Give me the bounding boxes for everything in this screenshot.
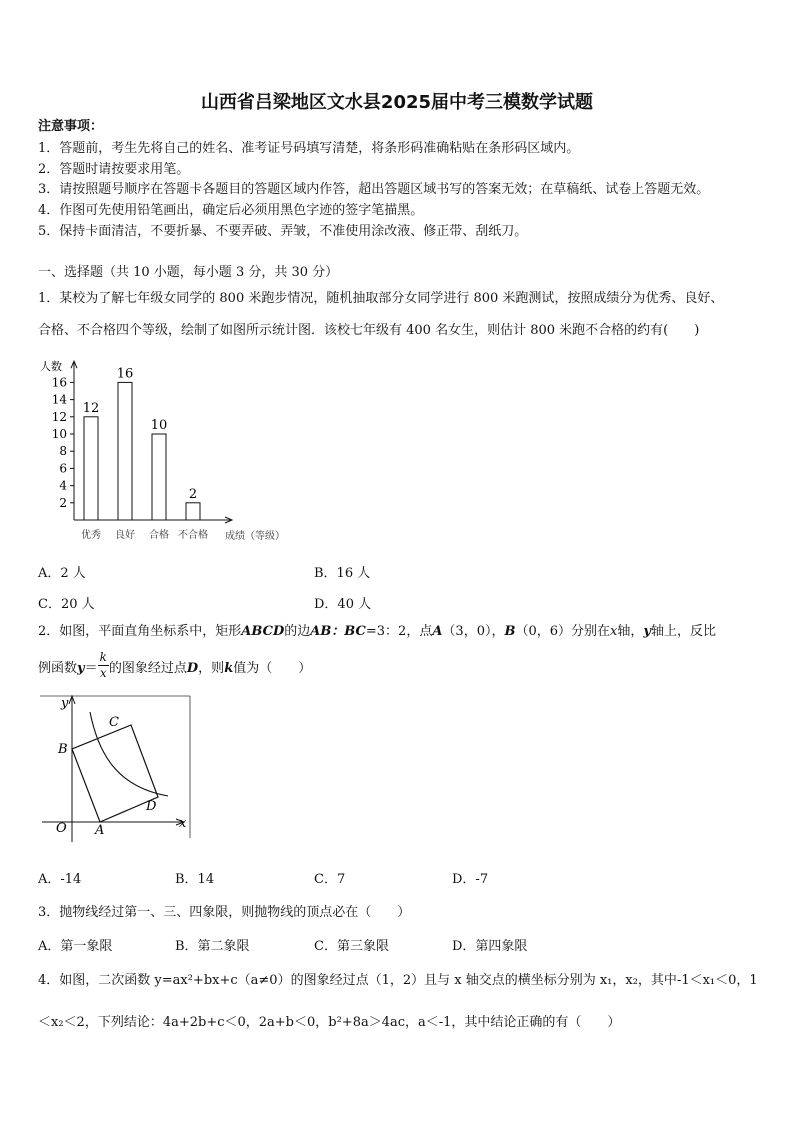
- q1-text-line2: 合格、不合格四个等级，绘制了如图所示统计图．该校七年级有 400 名女生，则估计 800 米跑不合格的约有( ): [38, 323, 700, 338]
- q4-text-line1: 4．如图，二次函数 y=ax²+bx+c（a≠0）的图象经过点（1，2）且与 x 轴交点的横坐标分别为 x₁，x₂，其中-1＜x₁＜0，1: [38, 973, 758, 988]
- chart-ylabel: 人数: [40, 360, 62, 373]
- chart-data-label: 12: [82, 400, 100, 416]
- chart-y-tick-label: 6: [59, 461, 67, 476]
- q3-option-a: A．第一象限: [38, 939, 113, 954]
- q1-option-c: C．20 人: [38, 597, 95, 612]
- chart-data-label: 2: [188, 486, 198, 502]
- notice-item: 1．答题前，考生先将自己的姓名、准考证号码填写清楚，将条形码准确粘贴在条形码区域内。: [38, 141, 580, 156]
- q2-option-d: D．-7: [452, 872, 489, 887]
- q2-text-line2: 例函数y＝ $\frac{k}{x}$ 的图象经过点D，则k值为（ ）: [38, 650, 312, 680]
- chart-xlabel: 成绩（等级）: [225, 531, 285, 542]
- label-b: B: [58, 742, 68, 757]
- chart-y-tick-label: 8: [59, 444, 67, 459]
- chart-bar: [186, 503, 200, 520]
- label-o: O: [56, 821, 67, 836]
- label-y: y: [61, 696, 69, 711]
- chart-y-tick-label: 2: [59, 495, 67, 510]
- notice-item: 5．保持卡面清洁，不要折暴、不要弄破、弄皱，不准使用涂改液、修正带、刮纸刀。: [38, 224, 528, 239]
- chart-plot: [52, 361, 232, 541]
- label-a: A: [95, 823, 105, 838]
- fraction: $\frac{k}{x}$: [99, 650, 107, 680]
- q2-option-c: C．7: [314, 872, 346, 887]
- q3-text: 3．抛物线经过第一、三、四象限，则抛物线的顶点必在（ ）: [38, 905, 411, 920]
- chart-y-tick-label: 4: [59, 478, 67, 493]
- q3-option-c: C．第三象限: [314, 939, 389, 954]
- chart-x-tick-label: 不合格: [178, 530, 208, 541]
- q1-option-b: B．16 人: [314, 566, 371, 581]
- chart-data-label: 16: [116, 366, 134, 382]
- chart-bar: [84, 417, 98, 520]
- q2-option-a: A．-14: [38, 872, 82, 887]
- q4-text-line2: ＜x₂＜2，下列结论：4a+2b+c＜0，2a+b＜0，b²+8a＞4ac，a＜-1，其中结论正确的有（ ）: [38, 1015, 621, 1030]
- q2-option-b: B．14: [175, 872, 215, 887]
- q3-option-b: B．第二象限: [175, 939, 250, 954]
- q2-text-line1: 2．如图，平面直角坐标系中，矩形ABCD的边AB：BC=3：2，点A（3，0），B（0，6）分别在x轴，y轴上，反比: [38, 624, 716, 639]
- chart-x-tick-label: 优秀: [81, 530, 101, 541]
- notice-heading: 注意事项：: [38, 119, 104, 134]
- notice-item: 3．请按照题号顺序在答题卡各题目的答题区域内作答，超出答题区域书写的答案无效；在草稿纸、试卷上答题无效。: [38, 182, 710, 197]
- hyperbola-curve: [90, 712, 168, 796]
- page-title: 山西省吕梁地区文水县2025届中考三模数学试题: [200, 92, 594, 113]
- coordinate-figure: [36, 692, 194, 842]
- label-x: x: [179, 816, 187, 831]
- label-d: D: [146, 799, 157, 814]
- label-c: C: [109, 715, 119, 730]
- chart-y-tick-label: 10: [51, 427, 67, 441]
- chart-y-tick-label: 12: [51, 409, 67, 424]
- q1-option-a: A．2 人: [38, 566, 86, 581]
- q1-text-line1: 1．某校为了解七年级女同学的 800 米跑步情况，随机抽取部分女同学进行 800 米跑测试，按照成绩分为优秀、良好、: [38, 291, 724, 306]
- chart-x-tick-label: 良好: [115, 530, 135, 541]
- chart-x-tick-label: 合格: [149, 530, 169, 541]
- chart-bar: [118, 382, 132, 520]
- chart-y-tick-label: 14: [51, 392, 67, 407]
- notice-item: 2．答题时请按要求用笔。: [38, 162, 190, 177]
- q3-option-d: D．第四象限: [452, 939, 528, 954]
- bar-chart: [36, 356, 306, 548]
- notice-item: 4．作图可先使用铅笔画出，确定后必须用黑色字迹的签字笔描黑。: [38, 203, 424, 218]
- chart-y-tick-label: 16: [51, 375, 67, 390]
- q1-option-d: D．40 人: [314, 597, 372, 612]
- section-heading: 一、选择题（共 10 小题，每小题 3 分，共 30 分）: [38, 265, 339, 280]
- chart-data-label: 10: [150, 418, 168, 433]
- chart-bar: [152, 434, 166, 520]
